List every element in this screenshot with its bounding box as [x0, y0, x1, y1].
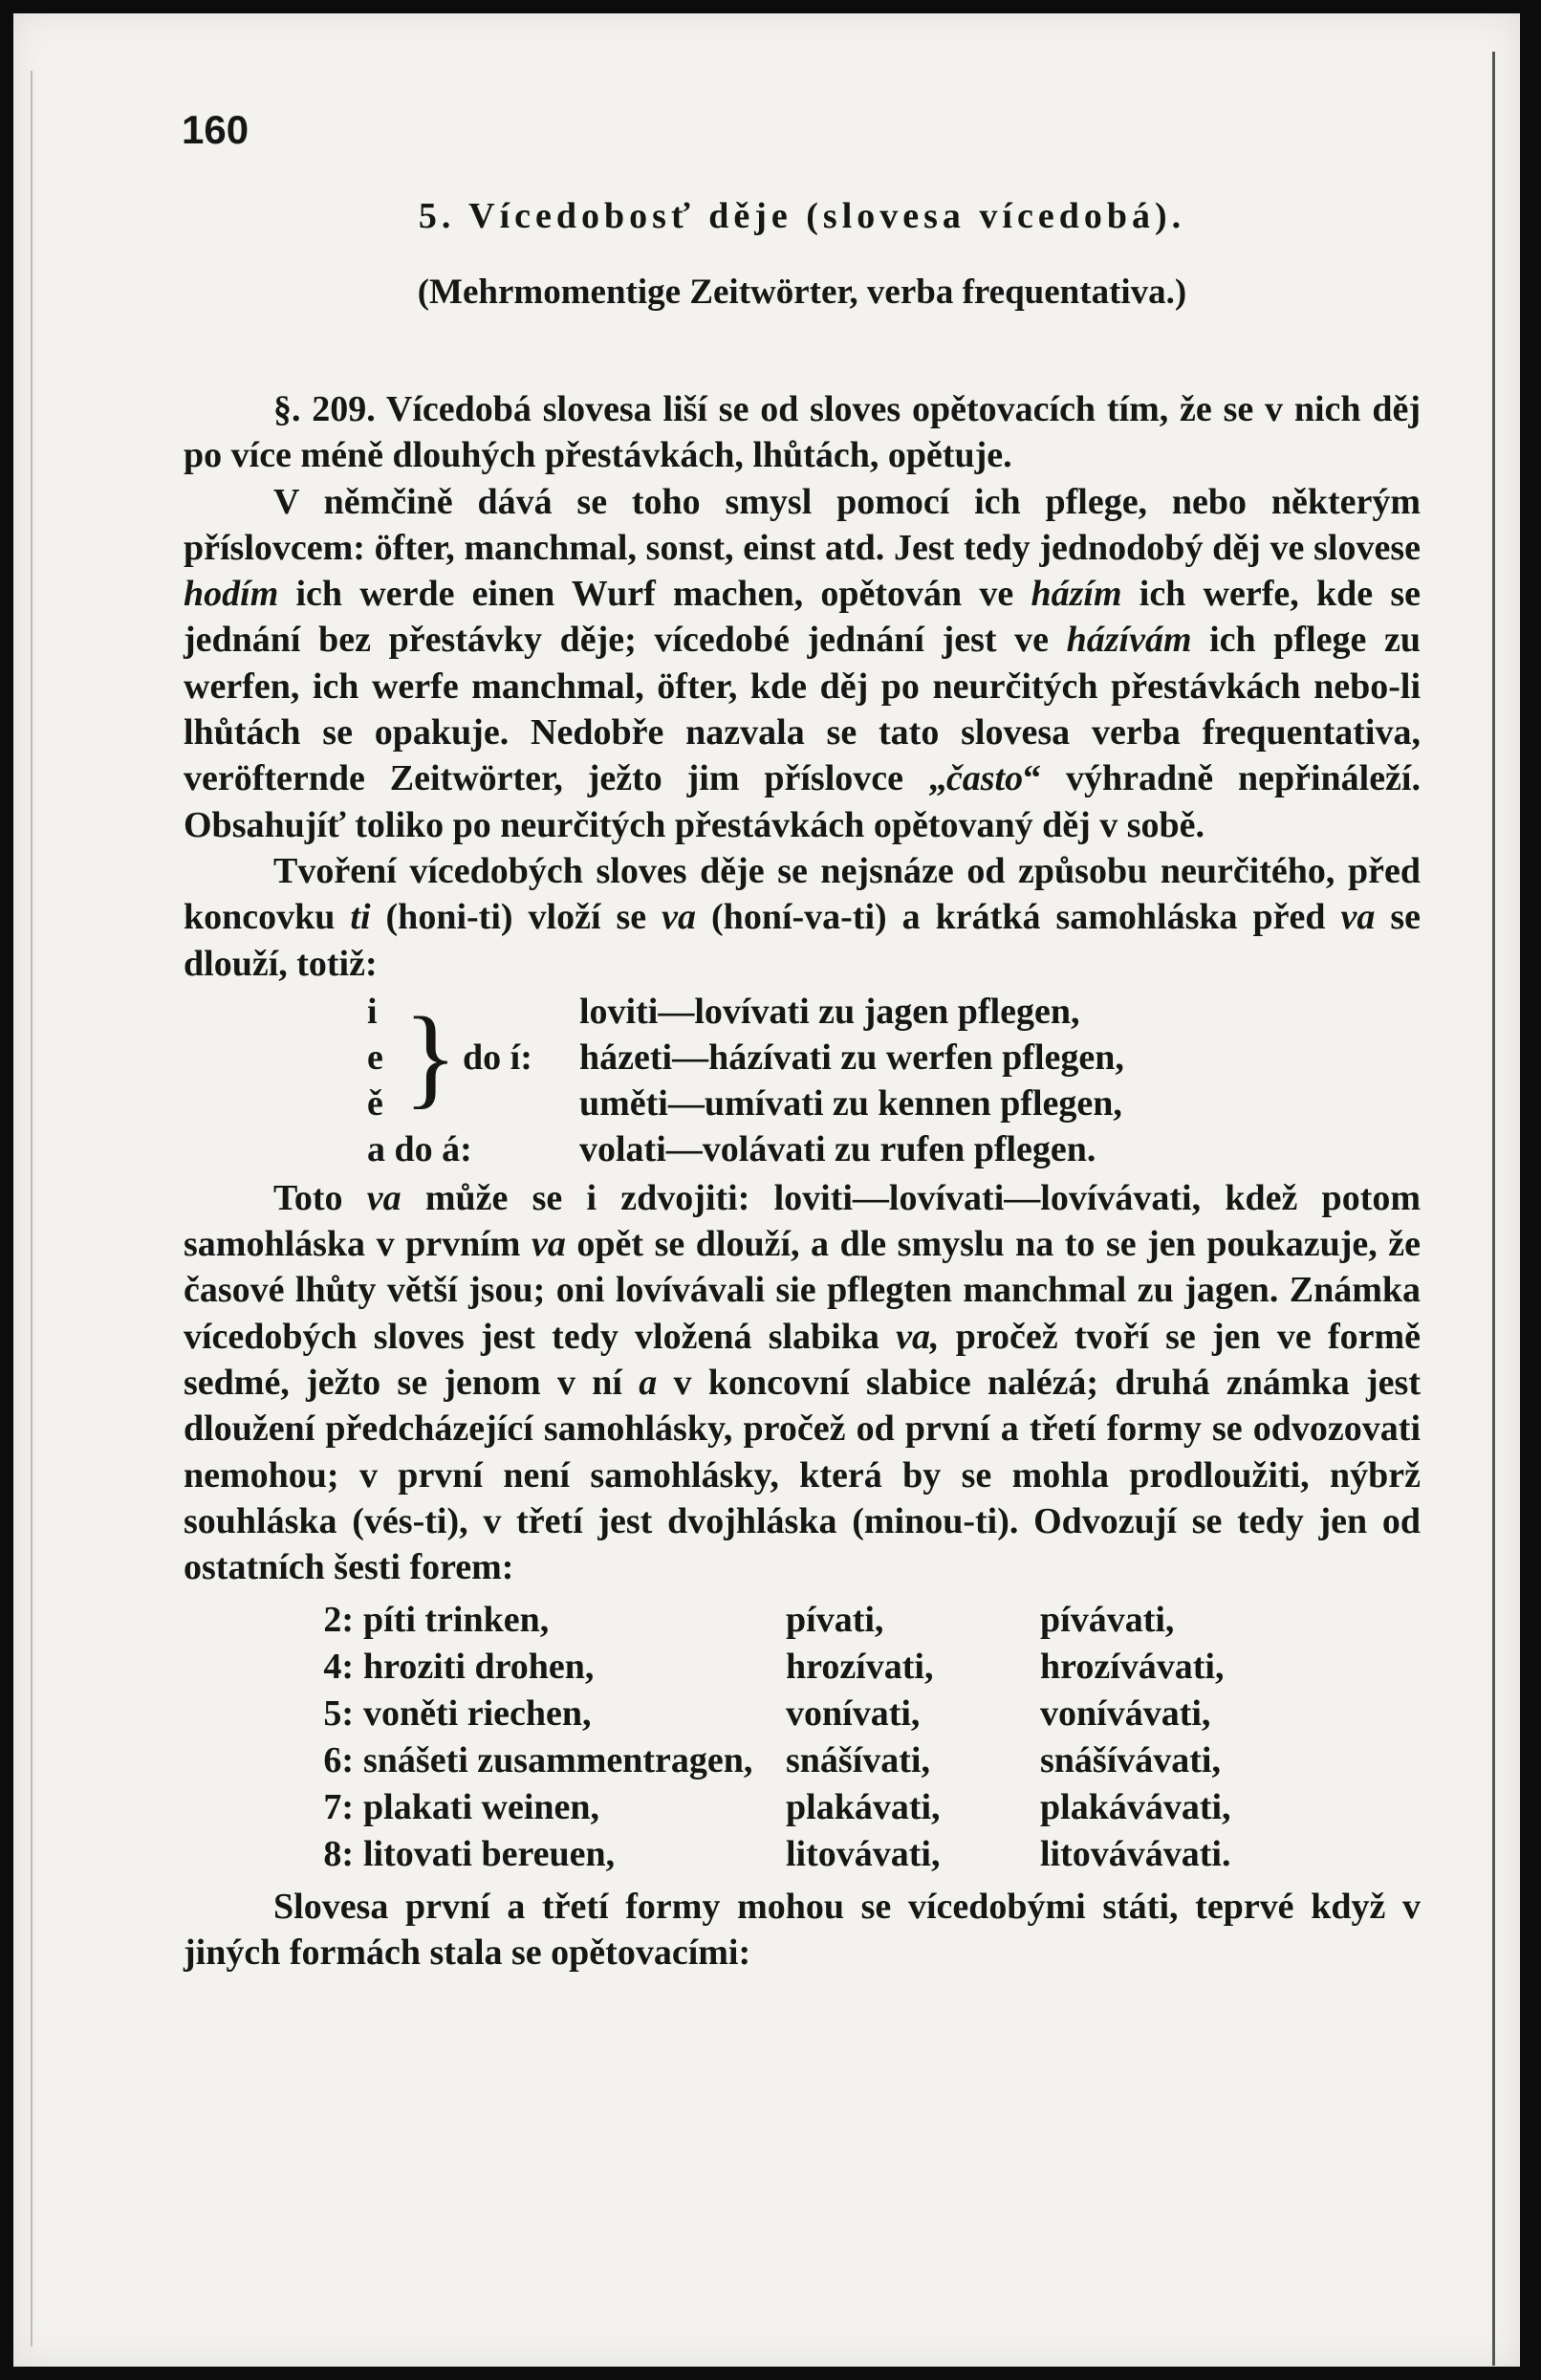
page-number: 160 [182, 107, 250, 152]
paragraph-first-third-forms: Slovesa první a třetí formy mohou se vícedobými státi, teprvé když v jiných formách stala se opětovacími: [184, 1886, 1421, 1973]
paragraph-doubling: Toto va může se i zdvojiti: loviti—lovívati—lovívávati, kdež potom samohláska v prvním va opět se dlouží, a dle smyslu na to se jen poukazuje, že časové lhůty větší jsou; oni lovívávali sie pflegten manchmal zu jagen. Známka vícedobých sloves jest tedy vložená slabika va, pročež tvoří se jen ve formě sedmé, ježto se jenom v ní a v koncovní slabice nalézá; druhá známka jest dloužení předcházející samohlásky, pročež od první a třetí formy se odvozovati nemohou; v první není samohlásky, která by se mohla prodloužiti, nýbrž souhláska (vés-ti), v třetí jest dvojhláska (minou-ti). Odvozují se tedy jen od ostatních šesti forem: [184, 1177, 1422, 1588]
section-subheading: (Mehrmomentige Zeitwörter, verba frequentativa.) [417, 273, 1187, 312]
section-heading: 5. Vícedobosť děje (slovesa vícedobá). [418, 196, 1186, 236]
table-row: 7: plakati weinen, plakávati, plakávávati, [323, 1786, 1231, 1827]
table-row: 2: píti trinken, pívati, pívávati, [323, 1599, 1175, 1640]
paragraph-formation: Tvoření vícedobých sloves děje se nejsnáze od způsobu neurčitého, před koncovku ti (honi-ti) vloží se va (honí-va-ti) a krátká samohláska před va se dlouží, totiž: [184, 850, 1422, 984]
page-edge-right [1492, 52, 1495, 2366]
table-row: 5: voněti riechen, vonívati, vonívávati, [323, 1692, 1211, 1734]
table-row: 6: snášeti zusammentragen, snášívati, snášívávati, [323, 1739, 1221, 1780]
table-row: 4: hroziti drohen, hrozívati, hrozívávati, [323, 1646, 1225, 1687]
table-row: 8: litovati bereuen, litovávati, litovávávati. [323, 1833, 1231, 1874]
page-edge-left [31, 71, 33, 2347]
paragraph-209: §. 209. Vícedobá slovesa liší se od sloves opětovacích tím, že se v nich děj po více méně dlouhých přestávkách, lhůtách, opětuje. [184, 389, 1421, 476]
curly-brace-icon: } [403, 993, 458, 1119]
paragraph-german-meaning: V němčině dává se toho smysl pomocí ich pflege, nebo některým příslovcem: öfter, manchmal, sonst, einst atd. Jest tedy jednodobý děj ve slovese hodím ich werde einen Wurf machen, opětován ve házím ich werfe, kde se jednání bez přestávky děje; vícedobé jednání jest ve házívám ich pflege zu werfen, ich werfe manchmal, öfter, kde děj po neurčitých přestávkách nebo-li lhůtách se opakuje. Nedobře nazvala se tato slovesa verba frequentativa, veröfternde Zeitwörter, ježto jim příslovce „často“ výhradně nepřináleží. Obsahujíť toliko po neurčitých přestávkách opětovaný děj v sobě. [184, 481, 1421, 845]
vowel-lengthening-table: i loviti—lovívati zu jagen pflegen, e do í: házeti—házívati zu werfen pflegen, ě uměti—umívati zu kennen pflegen, } a do á: volati—volávati zu rufen pflegen. [367, 991, 1124, 1169]
forms-table [184, 1597, 1421, 1878]
book-page [13, 13, 1520, 2367]
body-text [184, 386, 1421, 1976]
